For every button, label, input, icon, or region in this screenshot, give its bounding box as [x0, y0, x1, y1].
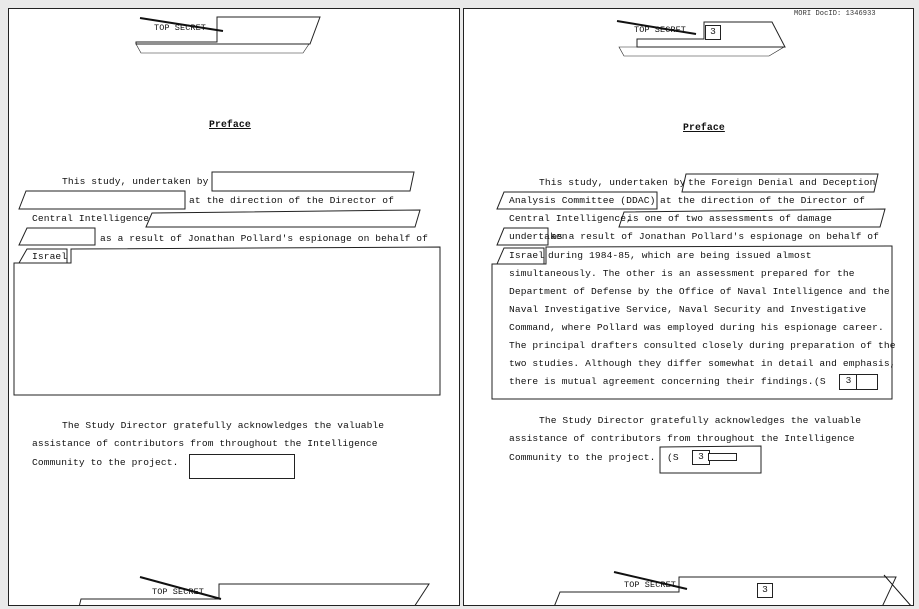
para1-line3b-right: is one of two assessments of damage — [627, 213, 833, 224]
diagonal-mark-bottom-right — [884, 575, 912, 606]
redaction-box-para2 — [708, 453, 737, 461]
document-page-left — [8, 8, 460, 606]
document-page-right — [463, 8, 914, 606]
para1-line4-left: as a result of Jonathan Pollard's espionage on behalf of — [100, 233, 429, 244]
banner-redaction-bottom-right — [554, 577, 896, 606]
para2-line1-left: The Study Director gratefully acknowledges the valuable — [62, 420, 385, 431]
redaction-line4 — [19, 228, 95, 245]
para1-line7-right: Department of Defense by the Office of Naval Intelligence and the — [509, 286, 890, 297]
para1-line4b-right: as a result of Jonathan Pollard's espionage on behalf of — [551, 231, 880, 242]
page-heading-left: Preface — [209, 119, 251, 130]
para1-line2b-right: at the direction of the Director of — [660, 195, 866, 206]
classification-marker-para2: (S — [667, 452, 679, 463]
para2-line3-right: Community to the project. — [509, 452, 656, 463]
classification-label-top-left: TOP SECRET — [154, 23, 207, 33]
para1-line1b-right: the Foreign Denial and Deception — [688, 177, 876, 188]
para1-line3-left: Central Intelligence — [32, 213, 150, 224]
para1-line2-left: at the direction of the Director of — [189, 195, 395, 206]
doc-id: MORI DocID: 1346933 — [794, 10, 876, 18]
para1-line5-left: Israel — [32, 251, 68, 262]
para2-line2-right: assistance of contributors from throughout the Intelligence — [509, 433, 855, 444]
classification-marker-para1: (S — [814, 376, 826, 387]
para1-line5a-right: Israel — [509, 250, 545, 261]
para1-line8-right: Naval Investigative Service, Naval Security and Investigative — [509, 304, 867, 315]
para2-line1-right: The Study Director gratefully acknowledges the valuable — [539, 415, 862, 426]
para1-line11-right: two studies. Although they differ somewhat in detail and emphasis, — [509, 358, 896, 369]
redaction-box-para1 — [856, 374, 878, 390]
banner-underline-top-left — [136, 44, 309, 53]
redaction-block-large — [14, 247, 440, 395]
redaction-line3 — [146, 210, 420, 227]
classification-label-bottom-right: TOP SECRET — [624, 580, 677, 590]
para1-line4a-right: undertaken — [509, 231, 568, 242]
redaction-code-para2: 3 — [692, 450, 710, 465]
banner-underline-top-right — [619, 47, 784, 56]
para1-line3a-right: Central Intelligence, — [509, 213, 633, 224]
para1-line1-left: This study, undertaken by — [62, 176, 209, 187]
para1-line6-right: simultaneously. The other is an assessment prepared for the — [509, 268, 855, 279]
redaction-line2 — [19, 191, 185, 209]
page-heading-right: Preface — [683, 122, 725, 133]
para1-line2a-right: Analysis Committee (DDAC) — [509, 195, 656, 206]
para1-line10-right: The principal drafters consulted closely during preparation of the — [509, 340, 896, 351]
redaction-box-left — [189, 454, 295, 479]
redaction-code-top-right: 3 — [705, 25, 721, 40]
redaction-line1 — [212, 172, 414, 191]
para1-line1a-right: This study, undertaken by — [539, 177, 686, 188]
classification-label-bottom-left: TOP SECRET — [152, 587, 205, 597]
para1-line12-right: there is mutual agreement concerning their findings. — [509, 376, 814, 387]
classification-label-top-right: TOP SECRET — [634, 25, 687, 35]
redaction-outlines-left — [9, 9, 460, 606]
para1-line9-right: Command, where Pollard was employed during his espionage career. — [509, 322, 884, 333]
redaction-code-para1: 3 — [839, 374, 858, 390]
redaction-code-bottom-right: 3 — [757, 583, 773, 598]
para2-line2-left: assistance of contributors from throughout the Intelligence — [32, 438, 378, 449]
para2-line3-left: Community to the project. — [32, 457, 179, 468]
banner-redaction-bottom-left — [79, 584, 429, 606]
para1-line5b-right: during 1984-85, which are being issued almost — [548, 250, 812, 261]
